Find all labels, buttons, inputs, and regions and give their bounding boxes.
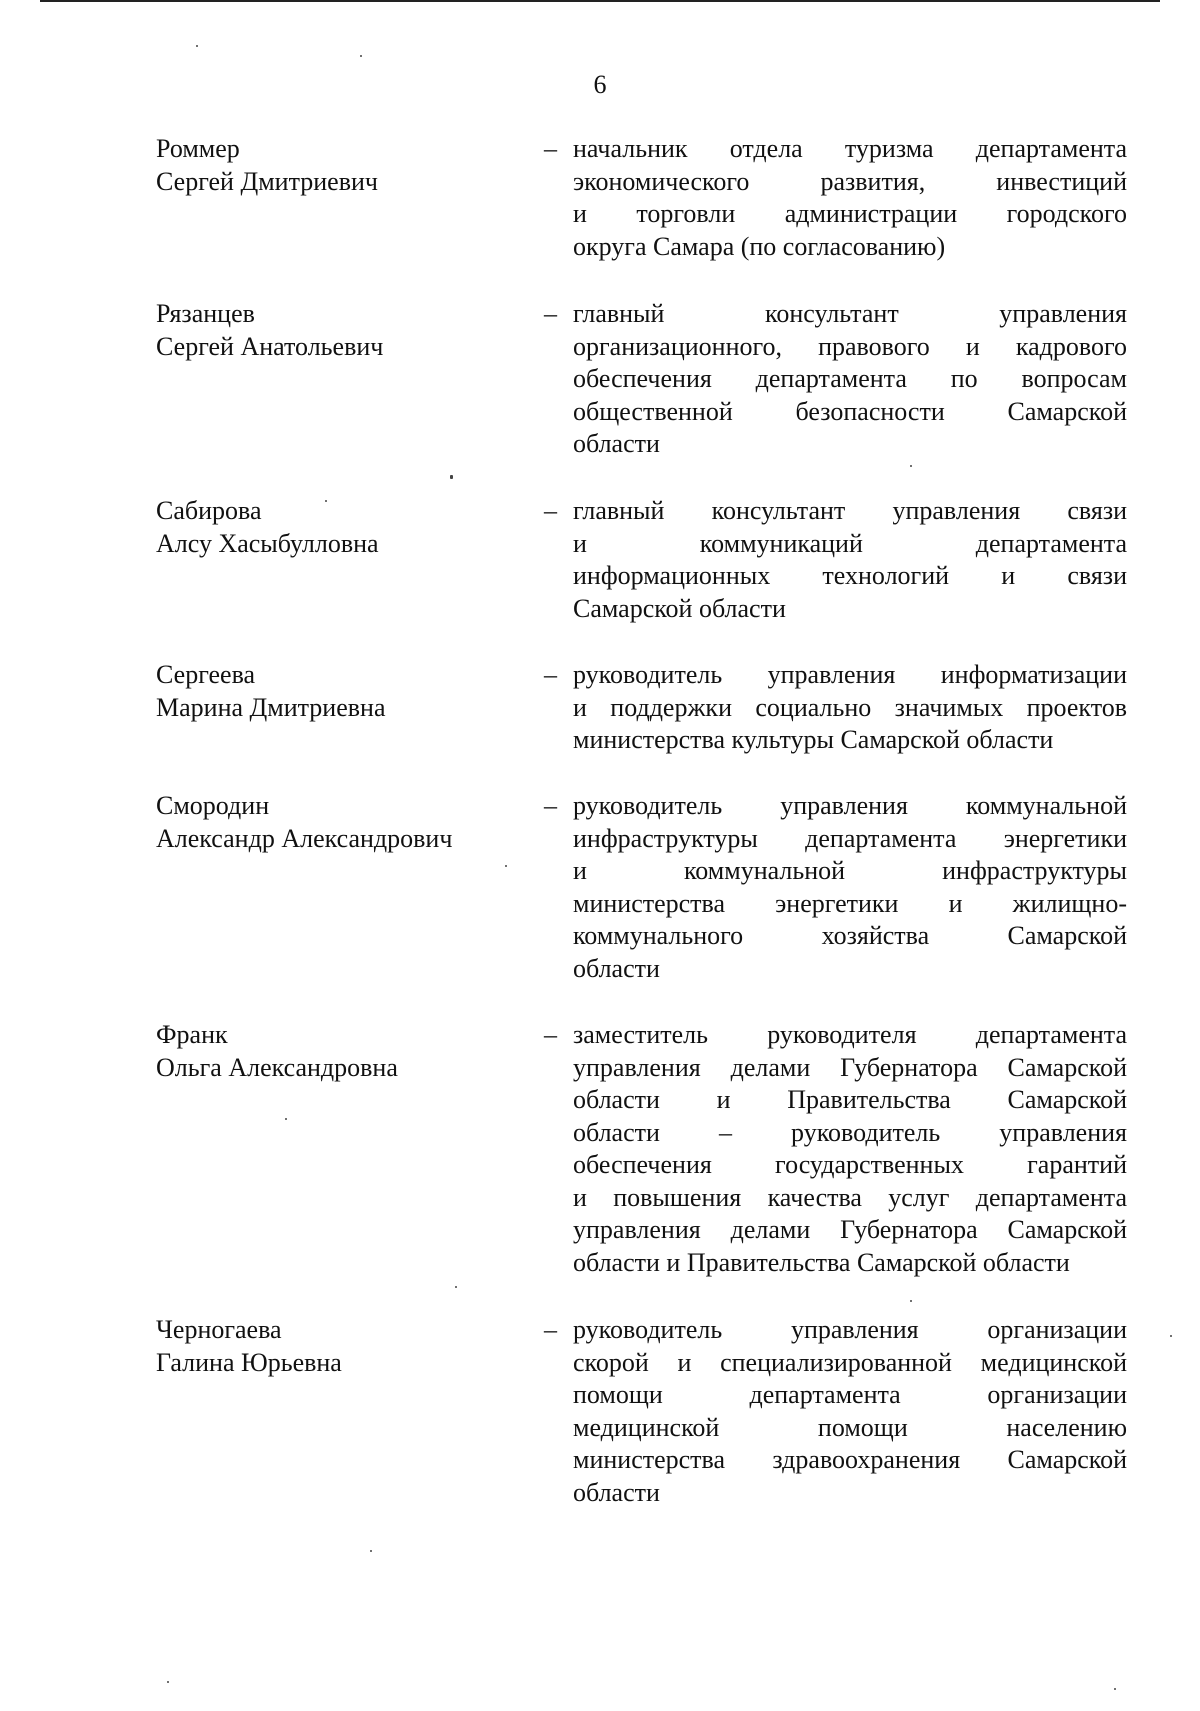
dash-separator: – [544, 1315, 557, 1344]
scan-speck [285, 1118, 287, 1120]
position-line: области и Правительства Самарской [573, 1085, 1127, 1114]
scan-speck [325, 500, 327, 502]
position-line: министерства культуры Самарской области [573, 725, 1054, 754]
position-line: экономического развития, инвестиций [573, 166, 1127, 196]
person-name [156, 133, 516, 198]
surname: Роммер [156, 134, 240, 163]
position-line: области [573, 953, 660, 983]
given-names: Александр Александрович [156, 823, 453, 853]
dash-separator: – [544, 134, 557, 163]
dash-separator: – [544, 299, 557, 328]
given-names: Сергей Дмитриевич [156, 166, 378, 196]
scan-speck [505, 865, 507, 867]
surname: Сергеева [156, 660, 256, 689]
position-line: начальник отдела туризма департамента [573, 134, 1127, 163]
position-line: управления делами Губернатора Самарской [573, 1215, 1127, 1244]
person-name [156, 298, 516, 363]
given-names: Марина Дмитриевна [156, 692, 386, 722]
position-description [573, 298, 1127, 461]
position-line: управления делами Губернатора Самарской [573, 1052, 1127, 1082]
scan-speck [370, 1550, 372, 1552]
person-name [156, 495, 516, 560]
dash-separator: – [544, 1020, 557, 1049]
dash-separator: – [544, 660, 557, 689]
position-line: коммунального хозяйства Самарской [573, 921, 1127, 950]
position-description [573, 659, 1127, 757]
scan-speck [1170, 1335, 1172, 1337]
given-names: Ольга Александровна [156, 1052, 398, 1082]
position-line: руководитель управления организации [573, 1315, 1127, 1344]
dash-separator: – [544, 791, 557, 820]
position-line: главный консультант управления связи [573, 496, 1127, 525]
position-line: и коммунальной инфраструктуры [573, 856, 1127, 885]
given-names: Сергей Анатольевич [156, 331, 384, 361]
position-line: скорой и специализированной медицинской [573, 1347, 1127, 1377]
position-line: заместитель руководителя департамента [573, 1020, 1127, 1049]
position-line: области [573, 1477, 660, 1507]
position-line: области [573, 429, 660, 458]
position-line: и повышения качества услуг департамента [573, 1182, 1127, 1212]
position-line: главный консультант управления [573, 299, 1127, 328]
given-names: Алсу Хасыбулловна [156, 528, 379, 558]
person-name [156, 1019, 516, 1084]
position-line: и коммуникаций департамента [573, 528, 1127, 558]
position-line: обеспечения департамента по вопросам [573, 364, 1127, 393]
position-line: округа Самара (по согласованию) [573, 231, 946, 261]
person-name [156, 790, 516, 855]
scan-speck [360, 55, 362, 57]
page-number: 6 [593, 70, 607, 99]
position-line: министерства здравоохранения Самарской [573, 1445, 1127, 1474]
surname: Сабирова [156, 496, 262, 525]
position-line: руководитель управления коммунальной [573, 791, 1127, 820]
position-description [573, 133, 1127, 263]
position-line: инфраструктуры департамента энергетики [573, 823, 1127, 853]
position-line: медицинской помощи населению [573, 1412, 1127, 1442]
position-description [573, 790, 1127, 985]
scan-speck [196, 45, 198, 47]
position-line: информационных технологий и связи [573, 561, 1127, 590]
position-line: помощи департамента организации [573, 1380, 1127, 1409]
scan-speck [167, 1681, 169, 1683]
position-line: организационного, правового и кадрового [573, 331, 1127, 361]
scan-speck [450, 475, 453, 479]
scan-speck [910, 1300, 912, 1302]
surname: Смородин [156, 791, 270, 820]
person-name [156, 1314, 516, 1379]
scan-speck [910, 465, 912, 467]
position-description [573, 1314, 1127, 1509]
position-line: общественной безопасности Самарской [573, 396, 1127, 426]
position-description [573, 495, 1127, 625]
surname: Рязанцев [156, 299, 255, 328]
surname: Черногаева [156, 1315, 282, 1344]
position-line: области – руководитель управления [573, 1117, 1127, 1147]
position-line: и торговли администрации городского [573, 199, 1127, 228]
person-name [156, 659, 516, 724]
position-line: Самарской области [573, 593, 786, 623]
scan-speck [1114, 1688, 1116, 1690]
dash-separator: – [544, 496, 557, 525]
position-line: руководитель управления информатизации [573, 660, 1127, 689]
position-line: области и Правительства Самарской области [573, 1247, 1070, 1277]
given-names: Галина Юрьевна [156, 1347, 342, 1377]
surname: Франк [156, 1020, 228, 1049]
position-line: и поддержки социально значимых проектов [573, 692, 1127, 722]
position-line: обеспечения государственных гарантий [573, 1150, 1127, 1179]
scan-speck [455, 1286, 457, 1288]
position-description [573, 1019, 1127, 1279]
position-line: министерства энергетики и жилищно- [573, 888, 1127, 918]
top-border-rule [40, 0, 1160, 2]
